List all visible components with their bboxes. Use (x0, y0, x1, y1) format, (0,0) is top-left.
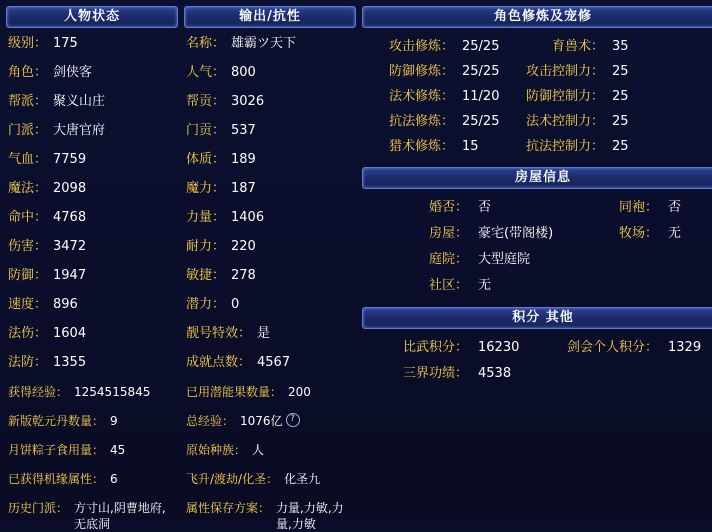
row-key: 防御修炼： (388, 64, 454, 79)
row-value: 25/25 (462, 114, 500, 129)
row-value: 无 (478, 278, 492, 293)
list-item (186, 293, 354, 322)
row-key: 牧场： (618, 226, 658, 241)
list-item (186, 409, 354, 438)
list-item (8, 351, 176, 380)
row-value (658, 361, 712, 387)
row-key: 抗法控制力： (525, 139, 604, 154)
list-item (186, 61, 354, 90)
row-key: 新版乾元丹数量： (8, 414, 105, 428)
row-key: 伤害： (8, 239, 48, 254)
list-item (8, 380, 176, 409)
list-item (186, 322, 354, 351)
row-value: 15 (462, 139, 479, 154)
row-value: 大型庭院 (478, 252, 531, 267)
row-value: 2098 (53, 181, 87, 196)
panel-title-cultivation: 角色修炼及宠修 (362, 6, 712, 28)
row-value: 537 (231, 123, 256, 138)
row-key: 攻击修炼： (388, 39, 454, 54)
list-item (8, 177, 176, 206)
list-item (186, 264, 354, 293)
list-item (186, 119, 354, 148)
row-value: 45 (110, 443, 126, 457)
row-key: 角色： (8, 65, 48, 80)
right-column (362, 6, 712, 514)
row-key (548, 361, 658, 387)
row-value: 25 (612, 114, 629, 129)
list-item (186, 90, 354, 119)
row-key: 体质： (186, 152, 226, 167)
row-value: 25 (612, 64, 629, 79)
row-key: 抗法修炼： (388, 114, 454, 129)
row-value: 化圣九 (284, 472, 321, 486)
house-panel (362, 167, 712, 301)
row-key: 耐力： (186, 239, 226, 254)
row-key: 庭院： (428, 252, 468, 267)
row-value: 1355 (53, 355, 87, 370)
row-key: 攻击控制力： (525, 64, 604, 79)
row-key: 成就点数： (186, 355, 252, 370)
row-value: 25/25 (462, 39, 500, 54)
list-item (186, 148, 354, 177)
row-value: 0 (231, 297, 240, 312)
row-key: 属性保存方案： (186, 501, 271, 515)
row-value: 豪宅(带阁楼) (478, 226, 554, 241)
row-value: 25 (612, 139, 629, 154)
row-value: 4538 (478, 366, 512, 381)
row-value: 11/20 (462, 89, 500, 104)
panel-title-status: 人物状态 (6, 6, 178, 28)
row-value: 否 (478, 200, 492, 215)
row-key: 法防： (8, 355, 48, 370)
row-key: 帮贡： (186, 94, 226, 109)
row-value: 1254515845 (74, 385, 151, 399)
row-value: 1076亿 (240, 414, 283, 428)
row-value: 是 (257, 326, 271, 341)
list-item (8, 264, 176, 293)
row-value: 200 (288, 385, 311, 399)
row-value: 6 (110, 472, 118, 486)
status-rows (6, 32, 178, 532)
row-key: 原始种族： (186, 443, 247, 457)
list-item (8, 119, 176, 148)
list-item (186, 496, 354, 532)
row-key: 历史门派： (8, 501, 69, 515)
list-item (186, 32, 354, 61)
row-key: 魔法： (8, 181, 48, 196)
output-column (184, 6, 356, 531)
row-value: 4567 (257, 355, 291, 370)
list-item (186, 206, 354, 235)
help-icon[interactable]: ? (286, 413, 300, 427)
row-value: 25 (612, 89, 629, 104)
list-item (186, 380, 354, 409)
row-key: 房屋： (428, 226, 468, 241)
row-key: 门派： (8, 123, 48, 138)
row-key: 总经验： (186, 414, 235, 428)
row-key: 靓号特效： (186, 326, 252, 341)
row-value: 1329 (668, 340, 702, 355)
list-item (8, 467, 176, 496)
row-key: 已获得机缘属性： (8, 472, 105, 486)
row-key: 已用潜能果数量： (186, 385, 283, 399)
row-value: 3026 (231, 94, 265, 109)
panel-title-house: 房屋信息 (362, 167, 712, 189)
house-grid (362, 193, 712, 301)
row-key: 三界功绩： (402, 366, 468, 381)
cultivation-grid (362, 32, 712, 161)
panel-title-output: 输出/抗性 (184, 6, 356, 28)
row-value: 剑侠客 (53, 65, 93, 80)
cultivation-panel (362, 6, 712, 161)
row-value: 无 (668, 226, 682, 241)
score-panel (362, 307, 712, 389)
row-value (658, 247, 708, 273)
row-key: 气血： (8, 152, 48, 167)
status-column (6, 6, 178, 531)
panel-title-score: 积分 其他 (362, 307, 712, 329)
row-key: 命中： (8, 210, 48, 225)
row-key: 名称： (186, 36, 226, 51)
row-value: 3472 (53, 239, 87, 254)
list-item (8, 148, 176, 177)
row-value: 800 (231, 65, 256, 80)
row-value: 雄霸ツ天下 (231, 36, 297, 51)
row-value: 278 (231, 268, 256, 283)
row-value: 人 (252, 443, 265, 457)
row-value: 聚义山庄 (53, 94, 106, 109)
row-value: 16230 (478, 340, 520, 355)
row-value: 1406 (231, 210, 265, 225)
row-key: 人气： (186, 65, 226, 80)
row-key: 力量： (186, 210, 226, 225)
output-rows (184, 32, 356, 532)
list-item (186, 438, 354, 467)
row-key: 魔力： (186, 181, 226, 196)
row-key: 级别： (8, 36, 48, 51)
row-value: 9 (110, 414, 118, 428)
row-key: 门贡： (186, 123, 226, 138)
score-grid (362, 333, 712, 389)
list-item (186, 467, 354, 496)
row-value: 220 (231, 239, 256, 254)
row-value: 187 (231, 181, 256, 196)
row-key: 月饼粽子食用量： (8, 443, 105, 457)
row-value: 大唐官府 (53, 123, 106, 138)
row-key: 获得经验： (8, 385, 69, 399)
list-item (8, 409, 176, 438)
list-item (8, 206, 176, 235)
row-value: 175 (53, 36, 78, 51)
list-item (186, 235, 354, 264)
row-value: 1947 (53, 268, 87, 283)
list-item (8, 90, 176, 119)
row-key: 速度： (8, 297, 48, 312)
row-key: 帮派： (8, 94, 48, 109)
row-key: 同袍： (618, 200, 658, 215)
row-value: 25/25 (462, 64, 500, 79)
row-key: 社区： (428, 278, 468, 293)
row-key (568, 247, 658, 273)
row-value: 7759 (53, 152, 87, 167)
row-value: 896 (53, 297, 78, 312)
row-key: 潜力： (186, 297, 226, 312)
row-value: 35 (612, 39, 629, 54)
list-item (8, 293, 176, 322)
list-item (8, 32, 176, 61)
row-key (568, 273, 658, 299)
row-key: 飞升/渡劫/化圣： (186, 472, 279, 486)
row-value: 方寸山,阴曹地府,无底洞 (74, 501, 166, 531)
row-key: 婚否： (428, 200, 468, 215)
row-value: 189 (231, 152, 256, 167)
list-item (8, 61, 176, 90)
row-key: 比武积分： (402, 340, 468, 355)
row-key: 法术修炼： (388, 89, 454, 104)
row-value (658, 273, 708, 299)
list-item (8, 322, 176, 351)
list-item (8, 496, 176, 532)
list-item (186, 351, 354, 380)
list-item (8, 235, 176, 264)
list-item (8, 438, 176, 467)
row-value: 4768 (53, 210, 87, 225)
row-key: 法伤： (8, 326, 48, 341)
row-key: 法术控制力： (525, 114, 604, 129)
row-key: 猎术修炼： (388, 139, 454, 154)
list-item (186, 177, 354, 206)
row-key: 育兽术： (551, 39, 604, 54)
row-key: 剑会个人积分： (566, 340, 658, 355)
row-value: 1604 (53, 326, 87, 341)
row-key: 防御： (8, 268, 48, 283)
row-key: 防御控制力： (525, 89, 604, 104)
row-key: 敏捷： (186, 268, 226, 283)
row-value: 力量,力敏,力量,力敏 (276, 501, 344, 531)
row-value: 否 (668, 200, 682, 215)
